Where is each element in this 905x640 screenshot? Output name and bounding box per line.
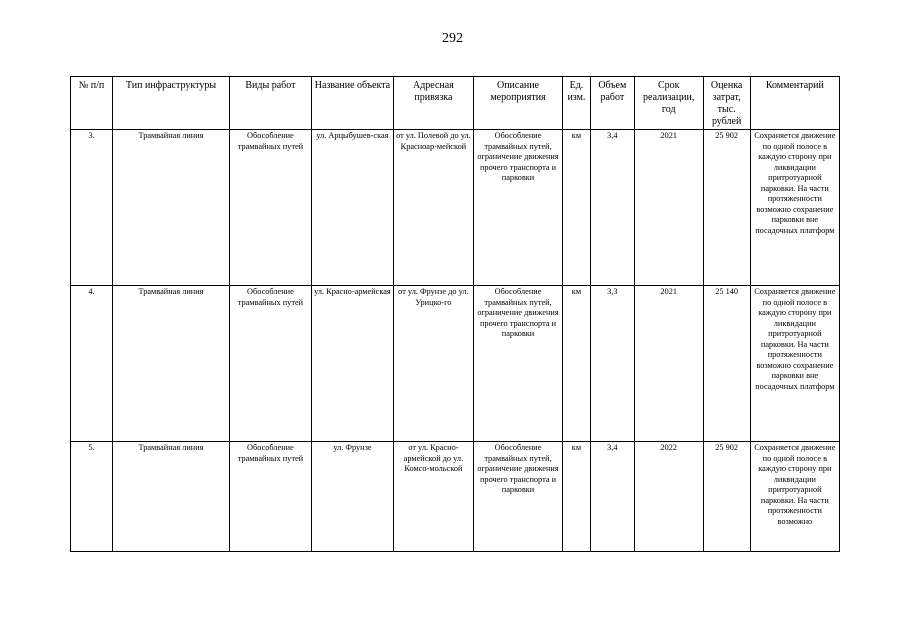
cell-description: Обособление трамвайных путей, ограничение движения прочего транспорта и парковки	[473, 286, 562, 442]
cell-comment: Сохраняется движение по одной полосе в каждую сторону при ликвидации притротуарной парковки. На части протяженности возможно сохранение парковки вне посадочных платформ	[750, 130, 839, 286]
table-header-row	[71, 77, 840, 130]
cell-type: Трамвайная линия	[113, 442, 230, 552]
cell-year: 2021	[634, 130, 703, 286]
cell-unit: км	[563, 286, 591, 442]
header-description: Описание мероприятия	[473, 77, 562, 130]
cell-year: 2022	[634, 442, 703, 552]
header-object: Название объекта	[311, 77, 393, 130]
cell-volume: 3,3	[590, 286, 634, 442]
cell-object: ул. Фрунзе	[311, 442, 393, 552]
cell-volume: 3,4	[590, 442, 634, 552]
table-row	[71, 130, 840, 286]
cell-object: ул. Красно-армейская	[311, 286, 393, 442]
header-work: Виды работ	[229, 77, 311, 130]
cell-work: Обособление трамвайных путей	[229, 130, 311, 286]
cell-description: Обособление трамвайных путей, ограничение движения прочего транспорта и парковки	[473, 442, 562, 552]
cell-work: Обособление трамвайных путей	[229, 286, 311, 442]
header-comment: Комментарий	[750, 77, 839, 130]
cell-num: 3.	[71, 130, 113, 286]
cell-cost: 25 902	[703, 130, 750, 286]
cell-cost: 25 140	[703, 286, 750, 442]
header-address: Адресная привязка	[393, 77, 473, 130]
table-row	[71, 442, 840, 552]
cell-num: 4.	[71, 286, 113, 442]
infrastructure-table	[70, 76, 840, 552]
header-year: Срок реализации, год	[634, 77, 703, 130]
header-cost: Оценка затрат, тыс. рублей	[703, 77, 750, 130]
page-number: 292	[442, 31, 463, 46]
cell-num: 5.	[71, 442, 113, 552]
cell-unit: км	[563, 130, 591, 286]
cell-unit: км	[563, 442, 591, 552]
cell-volume: 3,4	[590, 130, 634, 286]
cell-address: от ул. Фрунзе до ул. Урицко-го	[393, 286, 473, 442]
cell-type: Трамвайная линия	[113, 286, 230, 442]
cell-address: от ул. Красно-армейской до ул. Комсо-мольской	[393, 442, 473, 552]
cell-year: 2021	[634, 286, 703, 442]
cell-description: Обособление трамвайных путей, ограничение движения прочего транспорта и парковки	[473, 130, 562, 286]
header-num: № п/п	[71, 77, 113, 130]
cell-type: Трамвайная линия	[113, 130, 230, 286]
cell-comment: Сохраняется движение по одной полосе в каждую сторону при ликвидации притротуарной парковки. На части протяженности возможно сохранение парковки вне посадочных платформ	[750, 286, 839, 442]
cell-comment: Сохраняется движение по одной полосе в каждую сторону при ликвидации притротуарной парковки. На части протяженности возможно	[750, 442, 839, 552]
header-unit: Ед. изм.	[563, 77, 591, 130]
header-volume: Объем работ	[590, 77, 634, 130]
cell-object: ул. Арцыбушев-ская	[311, 130, 393, 286]
cell-work: Обособление трамвайных путей	[229, 442, 311, 552]
cell-address: от ул. Полевой до ул. Красноар-мейской	[393, 130, 473, 286]
table-row	[71, 286, 840, 442]
cell-cost: 25 902	[703, 442, 750, 552]
header-type: Тип инфраструктуры	[113, 77, 230, 130]
